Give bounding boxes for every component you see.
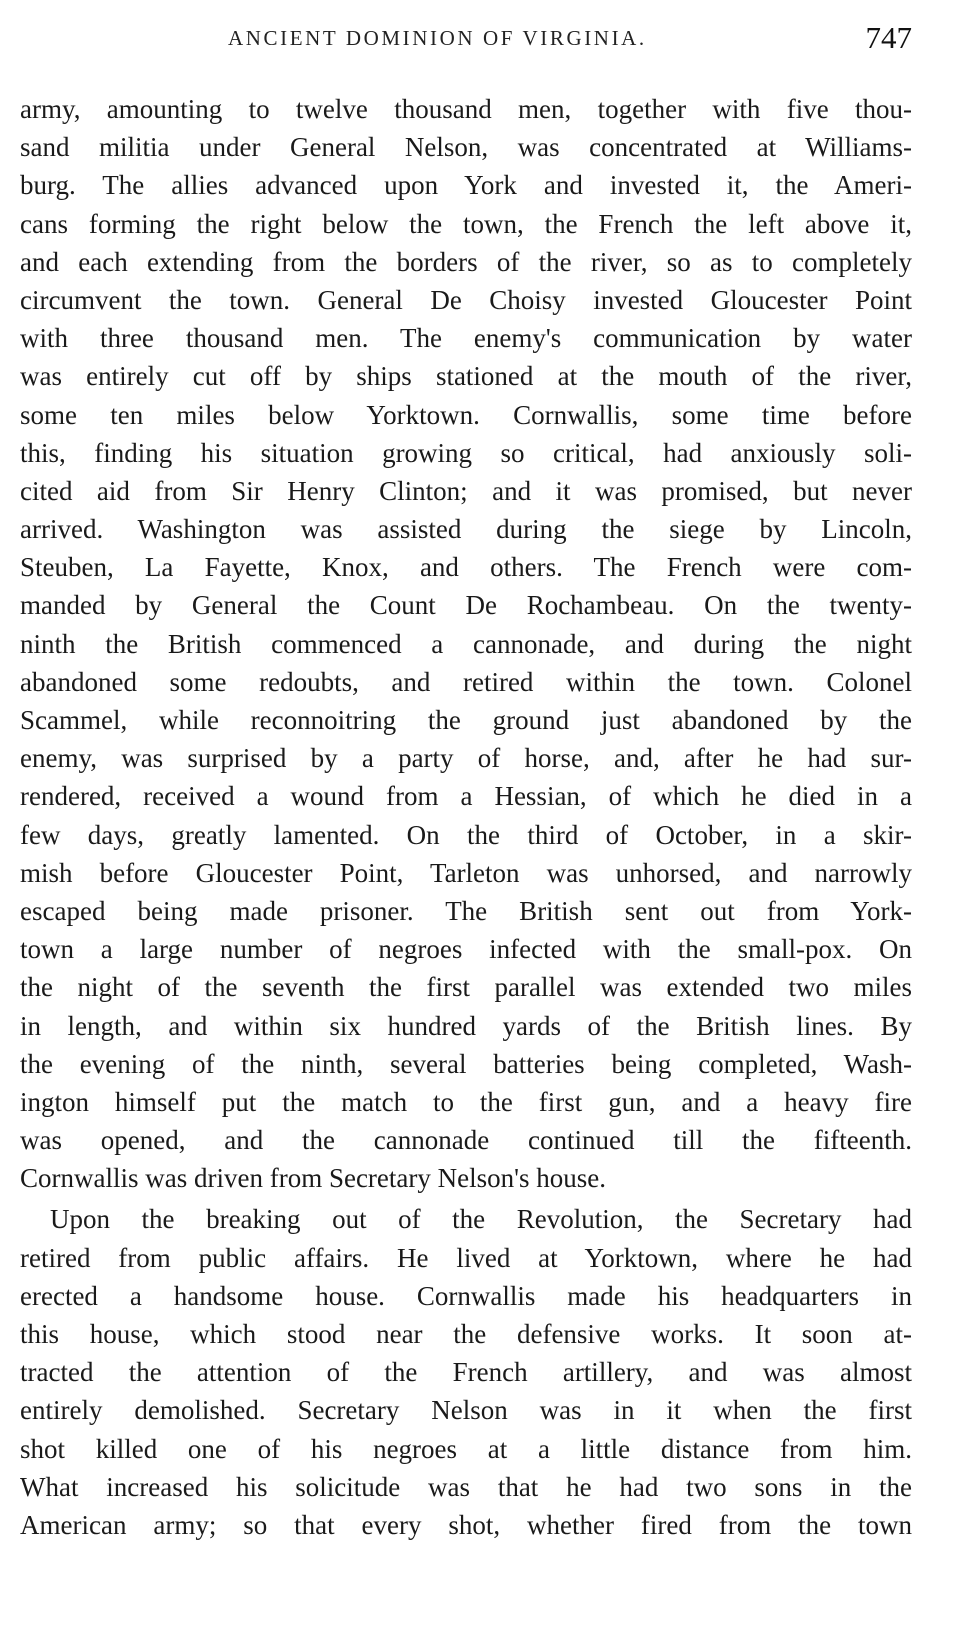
text-line: the night of the seventh the first parallel was extended two miles (20, 972, 912, 1003)
text-line: What increased his solicitude was that he had two sons in the (20, 1471, 912, 1502)
text-line: was opened, and the cannonade continued till the fifteenth. (20, 1125, 912, 1156)
text-line: shot killed one of his negroes at a little distance from him. (20, 1433, 912, 1464)
running-head (20, 20, 912, 56)
text-line: sand militia under General Nelson, was concentrated at Williams- (20, 132, 912, 163)
text-line: enemy, was surprised by a party of horse, and, after he had sur- (20, 743, 912, 774)
text-line: few days, greatly lamented. On the third of October, in a skir- (20, 819, 912, 850)
text-line: cans forming the right below the town, the French the left above it, (20, 208, 912, 239)
text-line: burg. The allies advanced upon York and invested it, the Ameri- (20, 170, 912, 201)
text-line: circumvent the town. General De Choisy invested Gloucester Point (20, 284, 912, 315)
text-line: tracted the attention of the French artillery, and was almost (20, 1357, 912, 1388)
body-text (20, 90, 912, 1544)
running-title: ANCIENT DOMINION OF VIRGINIA. (228, 26, 647, 50)
text-line: cited aid from Sir Henry Clinton; and it was promised, but never (20, 475, 912, 506)
text-line: and each extending from the borders of the river, so as to completely (20, 246, 912, 277)
text-line: ington himself put the match to the first gun, and a heavy fire (20, 1086, 912, 1117)
text-line: Cornwallis was driven from Secretary Nelson's house. (20, 1163, 606, 1194)
text-line: was entirely cut off by ships stationed at the mouth of the river, (20, 361, 912, 392)
paragraph-2 (20, 1200, 912, 1544)
text-line: ninth the British commenced a cannonade, and during the night (20, 628, 912, 659)
text-line: arrived. Washington was assisted during the siege by Lincoln, (20, 514, 912, 545)
text-line: American army; so that every shot, whether fired from the town (20, 1509, 912, 1540)
text-line: Scammel, while reconnoitring the ground just abandoned by the (20, 705, 912, 735)
text-line: mish before Gloucester Point, Tarleton was unhorsed, and narrowly (20, 857, 912, 888)
text-line: in length, and within six hundred yards of the British lines. By (20, 1010, 912, 1041)
paragraph-1 (20, 90, 912, 1197)
text-line: some ten miles below Yorktown. Cornwallis, some time before (20, 399, 912, 430)
text-line: abandoned some redoubts, and retired within the town. Colonel (20, 666, 912, 697)
text-line: Steuben, La Fayette, Knox, and others. The French were com- (20, 552, 912, 583)
text-line: this house, which stood near the defensive works. It soon at- (20, 1319, 912, 1349)
text-line: Upon the breaking out of the Revolution, the Secretary had (50, 1204, 912, 1235)
text-line: the evening of the ninth, several batteries being completed, Wash- (20, 1048, 912, 1079)
page-number: 747 (865, 20, 912, 55)
text-line: with three thousand men. The enemy's communication by water (20, 323, 912, 354)
text-line: army, amounting to twelve thousand men, together with five thou- (20, 94, 912, 124)
text-line: town a large number of negroes infected with the small-pox. On (20, 934, 912, 965)
text-line: this, finding his situation growing so critical, had anxiously soli- (20, 437, 912, 468)
text-line: retired from public affairs. He lived at Yorktown, where he had (20, 1242, 912, 1273)
text-line: escaped being made prisoner. The British sent out from York- (20, 895, 912, 926)
text-line: erected a handsome house. Cornwallis made his headquarters in (20, 1280, 912, 1311)
text-line: entirely demolished. Secretary Nelson was in it when the first (20, 1395, 912, 1426)
text-line: manded by General the Count De Rochambeau. On the twenty- (20, 590, 912, 621)
text-line: rendered, received a wound from a Hessian, of which he died in a (20, 781, 912, 812)
